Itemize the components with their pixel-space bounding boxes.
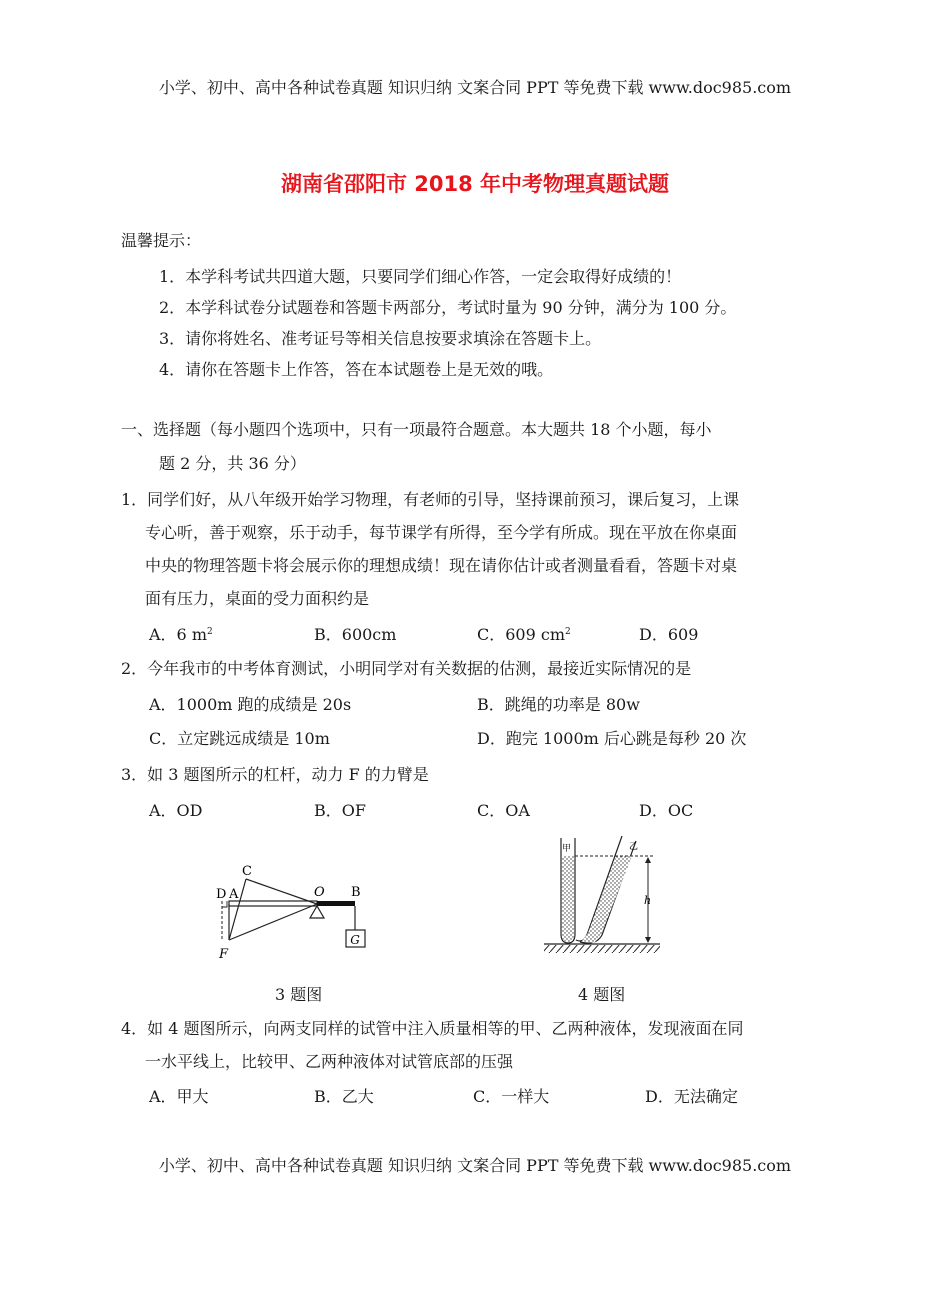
tip-item: 4．请你在答题卡上作答，答在本试题卷上是无效的哦。 <box>159 360 554 379</box>
q4-stem-cont: 一水平线上，比较甲、乙两种液体对试管底部的压强 <box>145 1052 514 1071</box>
q2-option-d: D．跑完 1000m 后心跳是每秒 20 次 <box>477 729 747 748</box>
q1-option-a: A．6 $m^2$ <box>149 625 213 644</box>
q4-stem: 4．如 4 题图所示，向两支同样的试管中注入质量相等的甲、乙两种液体，发现液面在同 <box>121 1019 744 1038</box>
label-b: B <box>351 885 361 900</box>
tip-item: 2．本学科试卷分试题卷和答题卡两部分，考试时量为 90 分钟，满分为 100 分。 <box>159 298 737 317</box>
label-c: C <box>242 864 252 879</box>
ground-hatch <box>544 945 660 953</box>
fulcrum-triangle <box>310 906 324 918</box>
arrow-head-bottom <box>645 937 651 943</box>
q1-stem: 1．同学们好，从八年级开始学习物理，有老师的引导，坚持课前预习，课后复习，上课 <box>121 490 740 509</box>
q3-option-a: A．OD <box>149 801 203 820</box>
label-d: D <box>216 887 227 902</box>
label-jia: 甲 <box>562 844 572 854</box>
q1-option-b: B．600cm <box>314 625 397 644</box>
lever-beam-right <box>317 901 355 906</box>
label-o: O <box>314 885 325 900</box>
q1-option-d: D．609 <box>639 625 699 644</box>
q2-option-c: C．立定跳远成绩是 10m <box>149 729 330 748</box>
tips-heading: 温馨提示： <box>121 231 202 250</box>
tip-item: 1．本学科考试共四道大题，只要同学们细心作答，一定会取得好成绩的！ <box>159 267 682 286</box>
section-heading: 一、选择题（每小题四个选项中，只有一项最符合题意。本大题共 18 个小题，每小 <box>121 420 712 439</box>
page-footer: 小学、初中、高中各种试卷真题 知识归纳 文案合同 PPT 等免费下载 www.doc985.com <box>158 1156 792 1175</box>
q2-stem: 2．今年我市的中考体育测试，小明同学对有关数据的估测，最接近实际情况的是 <box>121 659 692 678</box>
arrow-head-top <box>645 857 651 863</box>
q3-stem: 3．如 3 题图所示的杠杆，动力 F 的力臂是 <box>121 765 429 784</box>
q3-option-d: D．OC <box>639 801 694 820</box>
label-h: h <box>644 894 652 907</box>
q1-stem-cont: 中央的物理答题卡将会展示你的理想成绩！现在请你估计或者测量看看，答题卡对桌 <box>145 556 738 575</box>
liquid-jia <box>562 856 574 942</box>
label-yi: 乙 <box>629 842 639 852</box>
q1-stem-cont: 专心听，善于观察，乐于动手，每节课学有所得，至今学有所成。现在平放在你桌面 <box>145 523 738 542</box>
line-fo <box>229 904 317 940</box>
line-co <box>246 879 317 904</box>
lever-diagram <box>205 860 380 965</box>
fig3-caption: 3 题图 <box>275 985 323 1004</box>
page-header: 小学、初中、高中各种试卷真题 知识归纳 文案合同 PPT 等免费下载 www.doc985.com <box>158 78 792 97</box>
test-tubes-diagram <box>536 832 666 957</box>
fig4-caption: 4 题图 <box>578 985 626 1004</box>
q4-option-d: D．无法确定 <box>645 1087 738 1106</box>
q1-stem-cont: 面有压力，桌面的受力面积约是 <box>145 589 370 608</box>
label-f: F <box>219 947 229 962</box>
label-g: G <box>350 933 360 947</box>
lever-beam-left <box>229 901 317 906</box>
label-a: A <box>229 887 239 902</box>
q2-option-a: A．1000m 跑的成绩是 20s <box>149 695 352 714</box>
page-title: 湖南省邵阳市 2018 年中考物理真题试题 <box>280 172 670 196</box>
q3-option-b: B．OF <box>314 801 366 820</box>
section-heading-cont: 题 2 分，共 36 分） <box>159 454 306 473</box>
liquid-yi <box>582 856 632 943</box>
q2-option-b: B．跳绳的功率是 80w <box>477 695 640 714</box>
tip-item: 3．请你将姓名、准考证号等相关信息按要求填涂在答题卡上。 <box>159 329 602 348</box>
q4-option-c: C．一样大 <box>473 1087 550 1106</box>
q4-option-b: B．乙大 <box>314 1087 374 1106</box>
q1-option-c: C．609 $cm^2$ <box>477 625 571 644</box>
q4-option-a: A．甲大 <box>149 1087 209 1106</box>
q3-option-c: C．OA <box>477 801 530 820</box>
